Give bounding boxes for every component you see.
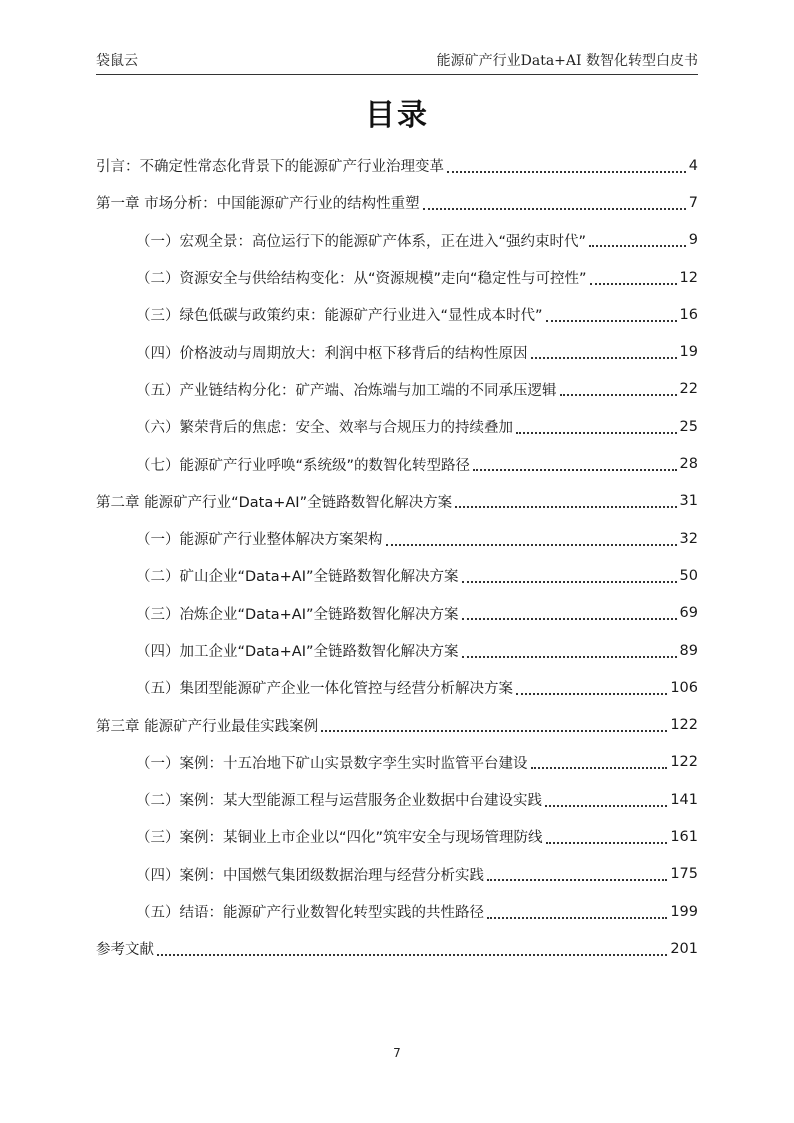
toc-subentry[interactable]: [96, 371, 698, 408]
toc-entry-label: （二）矿山企业“Data+AI”全链路数智化解决方案: [136, 569, 459, 586]
toc-entry-page: 31: [679, 493, 698, 510]
toc-entry-page: 28: [679, 456, 698, 473]
toc-entry-page: 141: [670, 791, 698, 808]
toc-subentry[interactable]: [96, 632, 698, 669]
toc-subentry[interactable]: [96, 818, 698, 855]
toc-subentry[interactable]: [96, 557, 698, 594]
toc-entry[interactable]: [96, 147, 698, 184]
toc-entry-page: 19: [679, 344, 698, 361]
dot-leader: [589, 229, 686, 247]
toc-subentry[interactable]: [96, 408, 698, 445]
toc-entry-label: 第二章 能源矿产行业“Data+AI”全链路数智化解决方案: [96, 494, 453, 511]
toc-entry-label: （七）能源矿产行业呼唤“系统级”的数智化转型路径: [136, 457, 471, 474]
toc-entry-page: 12: [679, 269, 698, 286]
dot-leader: [447, 155, 686, 173]
toc-entry-label: （二）案例：某大型能源工程与运营服务企业数据中台建设实践: [136, 793, 542, 810]
toc-entry-label: （四）案例：中国燃气集团级数据治理与经营分析实践: [136, 867, 484, 884]
dot-leader: [462, 602, 677, 620]
toc-entry-page: 50: [679, 567, 698, 584]
toc-entry-page: 25: [679, 418, 698, 435]
page-number: 7: [393, 1046, 401, 1060]
dot-leader: [455, 490, 676, 508]
toc-entry-label: （二）资源安全与供给结构变化：从“资源规模”走向“稳定性与可控性”: [136, 271, 587, 288]
dot-leader: [546, 826, 668, 844]
toc-subentry[interactable]: [96, 333, 698, 370]
toc-entry-page: 122: [670, 717, 698, 734]
toc-entry-page: 16: [679, 306, 698, 323]
toc-entry[interactable]: [96, 184, 698, 221]
toc-entry-label: （五）结语：能源矿产行业数智化转型实践的共性路径: [136, 905, 484, 922]
toc-subentry[interactable]: [96, 669, 698, 706]
dot-leader: [487, 863, 667, 881]
dot-leader: [531, 341, 677, 359]
toc-entry-page: 4: [688, 157, 698, 174]
toc-entry-label: 第一章 市场分析：中国能源矿产行业的结构性重塑: [96, 196, 420, 213]
toc-entry-label: （三）冶炼企业“Data+AI”全链路数智化解决方案: [136, 606, 459, 623]
toc-entry-label: （四）加工企业“Data+AI”全链路数智化解决方案: [136, 644, 459, 660]
dot-leader: [157, 938, 667, 956]
toc-subentry[interactable]: [96, 893, 698, 930]
toc-subentry[interactable]: [96, 259, 698, 296]
dot-leader: [560, 378, 677, 396]
toc-entry-page: 7: [688, 194, 698, 211]
dot-leader: [462, 565, 677, 583]
dot-leader: [423, 192, 686, 210]
toc-entry-label: （一）能源矿产行业整体解决方案架构: [136, 532, 383, 549]
toc-entry-label: （一）案例：十五冶地下矿山实景数字孪生实时监管平台建设: [136, 755, 528, 772]
header-brand: 袋鼠云: [96, 53, 138, 69]
dot-leader: [516, 416, 677, 434]
toc-subentry[interactable]: [96, 595, 698, 632]
dot-leader: [386, 528, 677, 546]
dot-leader: [590, 267, 677, 285]
toc-subentry[interactable]: [96, 222, 698, 259]
toc-subentry[interactable]: [96, 520, 698, 557]
dot-leader: [321, 714, 667, 732]
toc-entry-label: （一）宏观全景：高位运行下的能源矿产体系，正在进入“强约束时代”: [136, 233, 587, 250]
dot-leader: [516, 677, 667, 695]
toc-entry-page: 201: [670, 940, 698, 957]
toc-entry[interactable]: [96, 483, 698, 520]
toc-entry-label: （五）集团型能源矿产企业一体化管控与经营分析解决方案: [136, 681, 513, 698]
toc-entry-page: 122: [670, 754, 698, 771]
toc-subentry[interactable]: [96, 744, 698, 781]
dot-leader: [487, 901, 667, 919]
table-of-contents: [96, 147, 698, 968]
toc-entry[interactable]: [96, 930, 698, 967]
toc-entry-page: 69: [679, 605, 698, 622]
toc-entry-page: 22: [679, 381, 698, 398]
toc-entry-label: （五）产业链结构分化：矿产端、冶炼端与加工端的不同承压逻辑: [136, 382, 557, 399]
toc-entry-page: 9: [688, 232, 698, 249]
toc-entry-label: （三）绿色低碳与政策约束：能源矿产行业进入“显性成本时代”: [136, 308, 543, 325]
dot-leader: [546, 304, 677, 322]
toc-entry[interactable]: [96, 706, 698, 743]
toc-entry-label: （六）繁荣背后的焦虑：安全、效率与合规压力的持续叠加: [136, 420, 513, 437]
toc-entry-page: 89: [679, 642, 698, 659]
toc-entry-page: 32: [679, 530, 698, 547]
dot-leader: [462, 640, 677, 658]
header-document-title: 能源矿产行业Data+AI 数智化转型白皮书: [436, 53, 698, 69]
page-title: 目录: [365, 98, 429, 133]
toc-entry-page: 161: [670, 828, 698, 845]
toc-subentry[interactable]: [96, 296, 698, 333]
toc-entry-page: 106: [670, 679, 698, 696]
toc-entry-page: 199: [670, 903, 698, 920]
toc-subentry[interactable]: [96, 856, 698, 893]
dot-leader: [531, 751, 668, 769]
toc-entry-label: 引言：不确定性常态化背景下的能源矿产行业治理变革: [96, 159, 444, 176]
dot-leader: [473, 453, 677, 471]
toc-entry-label: （三）案例：某铜业上市企业以“四化”筑牢安全与现场管理防线: [136, 830, 543, 847]
toc-entry-label: 第三章 能源矿产行业最佳实践案例: [96, 718, 319, 735]
toc-entry-label: （四）价格波动与周期放大：利润中枢下移背后的结构性原因: [136, 345, 528, 362]
dot-leader: [545, 789, 667, 807]
page-header: [96, 44, 698, 75]
toc-entry-page: 175: [670, 866, 698, 883]
toc-subentry[interactable]: [96, 445, 698, 482]
toc-subentry[interactable]: [96, 781, 698, 818]
toc-entry-label: 参考文献: [96, 942, 154, 959]
